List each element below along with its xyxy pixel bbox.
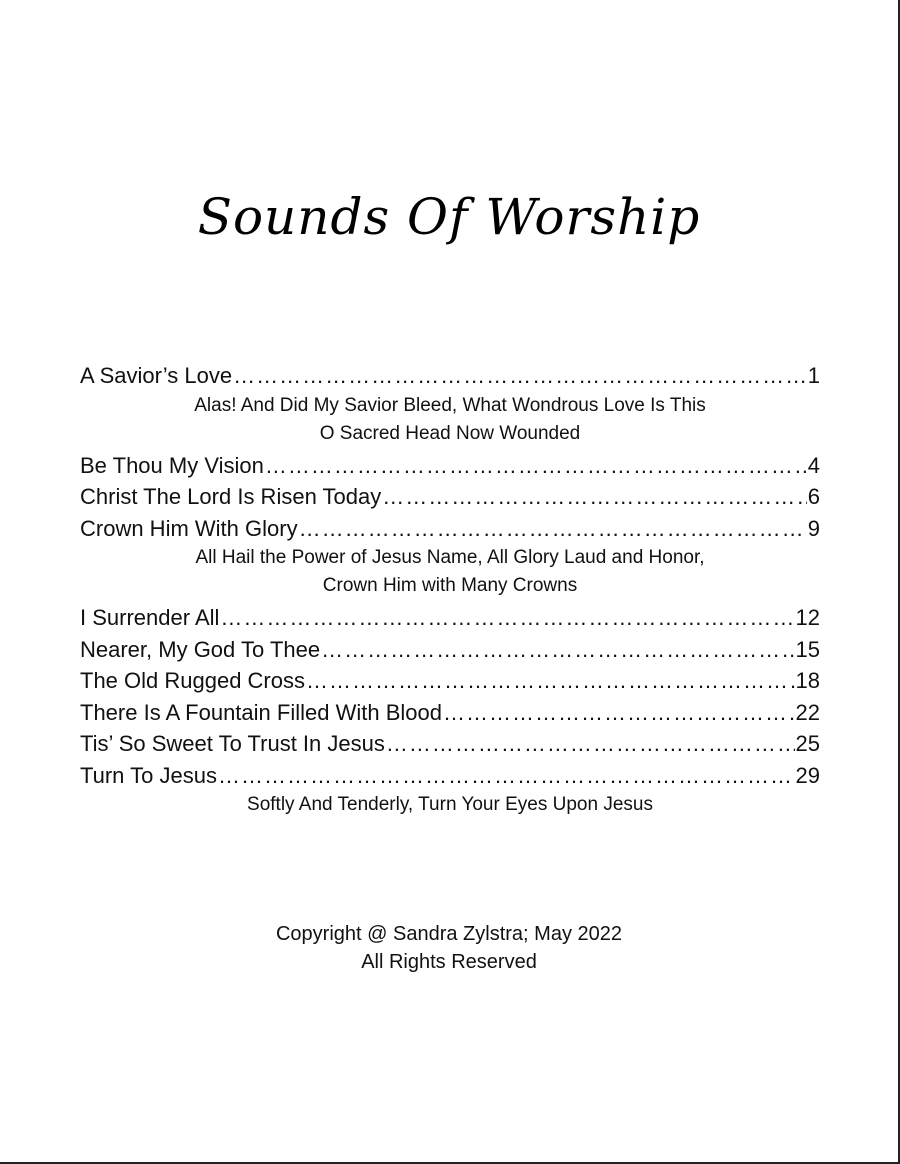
- table-of-contents: [80, 360, 820, 821]
- toc-page-number: 4: [807, 452, 820, 478]
- toc-entry: [80, 634, 820, 666]
- toc-subtitle-block: [80, 544, 820, 600]
- toc-subtitle-line: Softly And Tenderly, Turn Your Eyes Upon Jesus: [247, 794, 653, 815]
- toc-entry: [80, 665, 820, 697]
- toc-entry-title: Crown Him With Glory: [80, 515, 298, 541]
- toc-subtitle-block: [80, 392, 820, 448]
- toc-entry-title: Be Thou My Vision: [80, 452, 264, 478]
- toc-entry: [80, 760, 820, 792]
- toc-entry: [80, 450, 820, 482]
- toc-subtitle-block: [80, 791, 820, 819]
- toc-entry: [80, 697, 820, 729]
- toc-entry: [80, 481, 820, 513]
- toc-page-number: 9: [807, 515, 820, 541]
- toc-entry-title: Christ The Lord Is Risen Today: [80, 484, 382, 509]
- rights-line: All Rights Reserved: [361, 951, 537, 973]
- copyright-notice: [0, 920, 898, 976]
- toc-entry-title: I Surrender All: [80, 605, 220, 630]
- toc-dot-leader: [265, 450, 807, 482]
- toc-entry-title: Tis’ So Sweet To Trust In Jesus: [80, 731, 385, 756]
- toc-page-number: 6: [807, 484, 820, 509]
- toc-dot-leader: [443, 697, 795, 729]
- toc-dot-leader: [306, 665, 795, 697]
- toc-entry-title: The Old Rugged Cross: [80, 668, 305, 693]
- toc-entry-title: Nearer, My God To Thee: [80, 636, 321, 662]
- toc-page-number: 15: [795, 636, 820, 662]
- toc-dot-leader: [321, 634, 794, 666]
- toc-entry: [80, 513, 820, 545]
- toc-subtitle-line: Alas! And Did My Savior Bleed, What Wondrous Love Is This: [194, 394, 706, 416]
- toc-subtitle-line: All Hail the Power of Jesus Name, All Glory Laud and Honor,: [195, 547, 705, 568]
- toc-dot-leader: [382, 481, 807, 513]
- toc-dot-leader: [386, 728, 795, 760]
- toc-entry: [80, 602, 820, 634]
- toc-entry-title: A Savior’s Love: [80, 363, 233, 388]
- toc-page-number: 22: [795, 699, 820, 725]
- toc-page-number: 12: [795, 605, 820, 630]
- toc-dot-leader: [233, 360, 807, 392]
- toc-entry: [80, 360, 820, 392]
- toc-dot-leader: [220, 602, 794, 634]
- toc-dot-leader: [218, 760, 795, 792]
- toc-entry-title: Turn To Jesus: [80, 762, 217, 788]
- toc-subtitle-line: O Sacred Head Now Wounded: [319, 422, 581, 444]
- toc-entry-title: There Is A Fountain Filled With Blood: [80, 699, 442, 725]
- copyright-line: Copyright @ Sandra Zylstra; May 2022: [275, 923, 622, 945]
- toc-dot-leader: [299, 513, 807, 545]
- page-title: Sounds Of Worship: [197, 188, 701, 246]
- toc-page-number: 1: [807, 363, 820, 388]
- toc-page-number: 18: [795, 668, 820, 693]
- toc-subtitle-line: Crown Him with Many Crowns: [322, 575, 578, 596]
- toc-page-number: 29: [795, 762, 820, 788]
- toc-page-number: 25: [795, 731, 820, 756]
- toc-entry: [80, 728, 820, 760]
